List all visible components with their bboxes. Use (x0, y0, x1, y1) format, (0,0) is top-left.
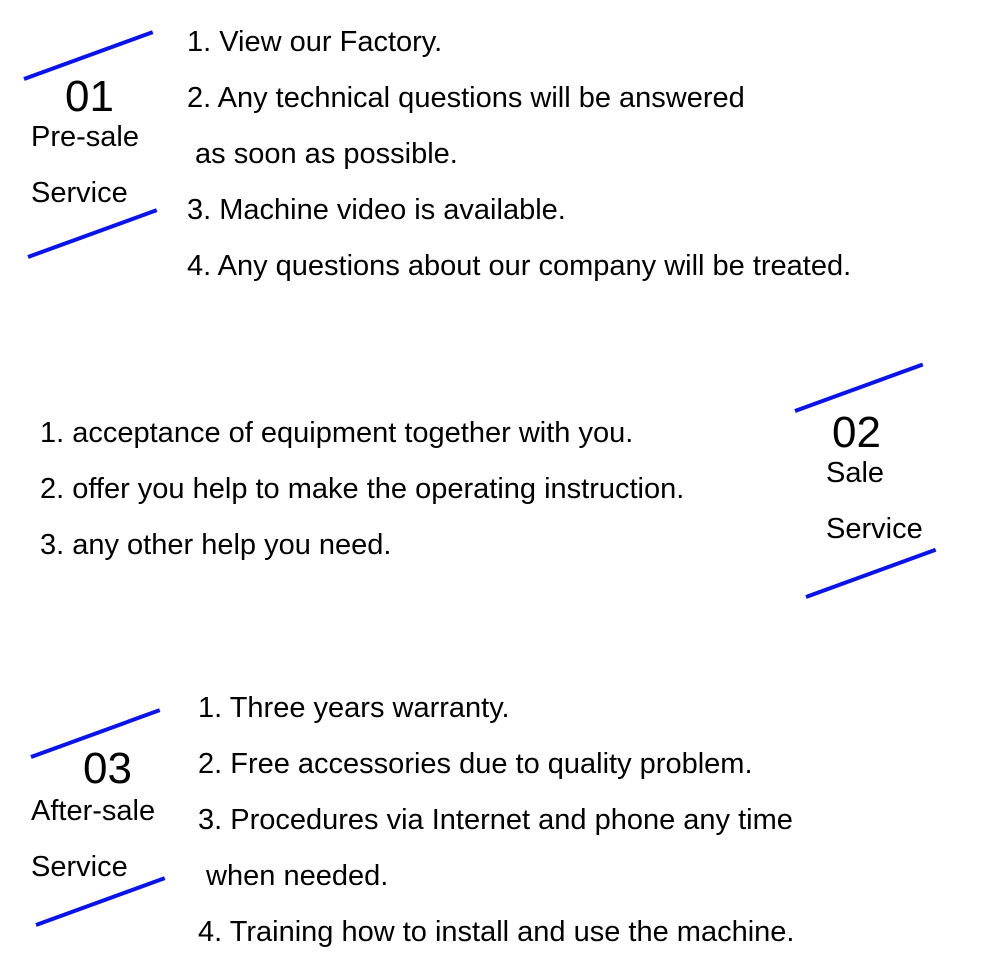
list-item: 3. Machine video is available. (187, 194, 566, 226)
decorative-line-bottom (35, 876, 165, 927)
list-item: 4. Training how to install and use the machine. (198, 916, 795, 948)
list-item: as soon as possible. (187, 138, 458, 170)
decorative-line-top (794, 363, 923, 413)
list-item: 2. Free accessories due to quality problem. (198, 748, 753, 780)
section-number: 02 (832, 408, 881, 457)
list-item: 1. Three years warranty. (198, 692, 510, 724)
section-number: 03 (83, 744, 132, 793)
section-title-line2: Service (826, 513, 923, 545)
list-item: 1. View our Factory. (187, 26, 443, 58)
list-item: when needed. (198, 860, 389, 892)
section-title-line1: Sale (826, 457, 885, 489)
decorative-line-bottom (805, 548, 936, 599)
section-title-line2: Service (31, 851, 128, 883)
section-title-line2: Service (31, 177, 128, 209)
decorative-line-bottom (27, 208, 157, 259)
list-item: 2. Any technical questions will be answered (187, 82, 745, 114)
section-title-line1: Pre-sale (31, 121, 139, 153)
list-item: 4. Any questions about our company will be treated. (187, 250, 852, 282)
list-item: 2. offer you help to make the operating instruction. (40, 473, 685, 505)
section-number: 01 (65, 72, 114, 121)
list-item: 3. Procedures via Internet and phone any time (198, 804, 793, 836)
list-item: 1. acceptance of equipment together with you. (40, 417, 634, 449)
list-item: 3. any other help you need. (40, 529, 392, 561)
section-title-line1: After-sale (31, 795, 156, 827)
